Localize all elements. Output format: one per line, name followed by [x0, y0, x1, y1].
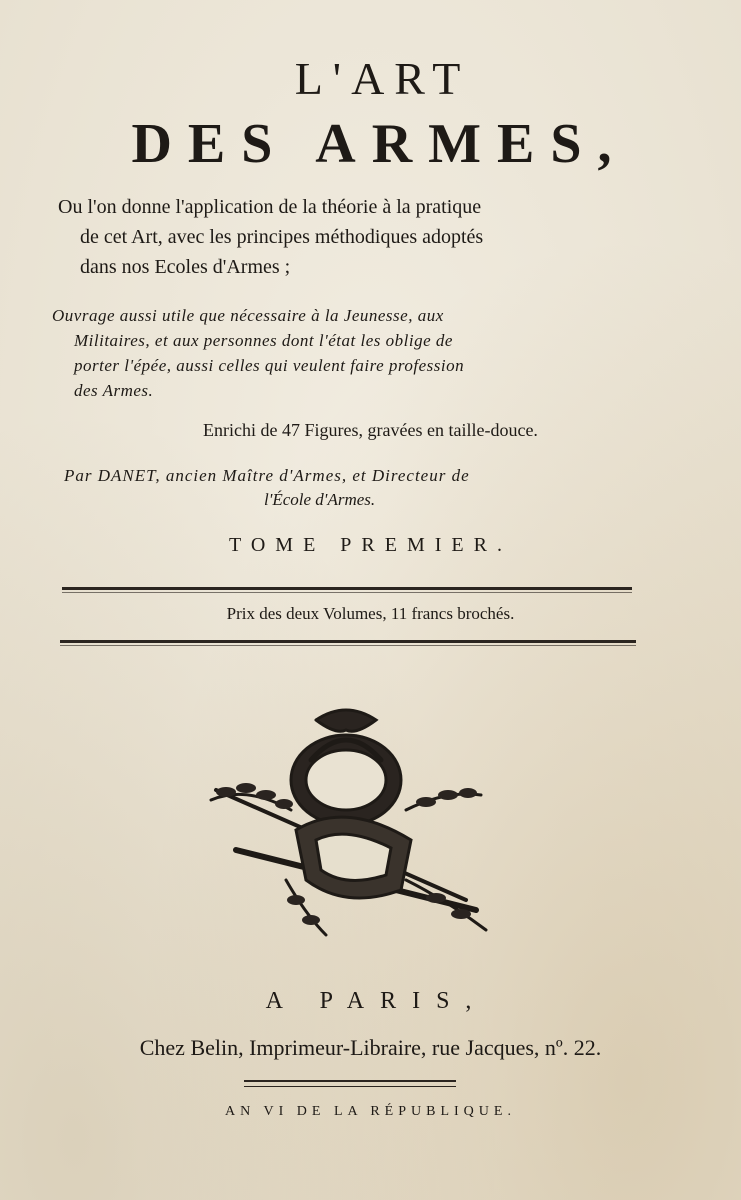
- imprint-rule-thin: [244, 1086, 456, 1087]
- subtitle-line-3: dans nos Ecoles d'Armes ;: [80, 256, 291, 278]
- description-line-1: Ouvrage aussi utile que nécessaire à la Jeunesse, aux: [52, 306, 444, 325]
- rule-top: [62, 587, 632, 590]
- author-line-2: l'École d'Armes.: [264, 490, 376, 509]
- imprint-publisher: Chez Belin, Imprimeur-Libraire, rue Jacques, nº. 22.: [139, 1035, 602, 1060]
- title-line-1: L'ART: [294, 53, 471, 104]
- figures-note: Enrichi de 47 Figures, gravées en taille-douce.: [203, 420, 538, 440]
- rule-top-thin: [62, 592, 632, 593]
- description-line-2: Militaires, et aux personnes dont l'état les oblige de: [74, 331, 453, 350]
- rule-bottom-thin: [60, 645, 636, 646]
- subtitle-line-2: de cet Art, avec les principes méthodiques adoptés: [80, 226, 484, 248]
- description-line-4: des Armes.: [74, 381, 154, 400]
- volume-label: TOME PREMIER.: [229, 534, 512, 556]
- description-line-3: porter l'épée, aussi celles qui veulent faire profession: [74, 356, 465, 375]
- imprint-date: AN VI DE LA RÉPUBLIQUE.: [225, 1104, 516, 1119]
- rule-bottom: [60, 640, 636, 643]
- imprint-city: A PARIS,: [265, 988, 488, 1014]
- trophy-of-arms-icon: [196, 700, 496, 945]
- imprint-rule: [244, 1080, 456, 1082]
- title-line-2: DES ARMES,: [131, 113, 628, 175]
- subtitle-line-1: Ou l'on donne l'application de la théorie à la pratique: [58, 196, 482, 218]
- author-line-1: Par DANET, ancien Maître d'Armes, et Directeur de: [64, 466, 470, 485]
- price-note: Prix des deux Volumes, 11 francs brochés.: [226, 604, 515, 623]
